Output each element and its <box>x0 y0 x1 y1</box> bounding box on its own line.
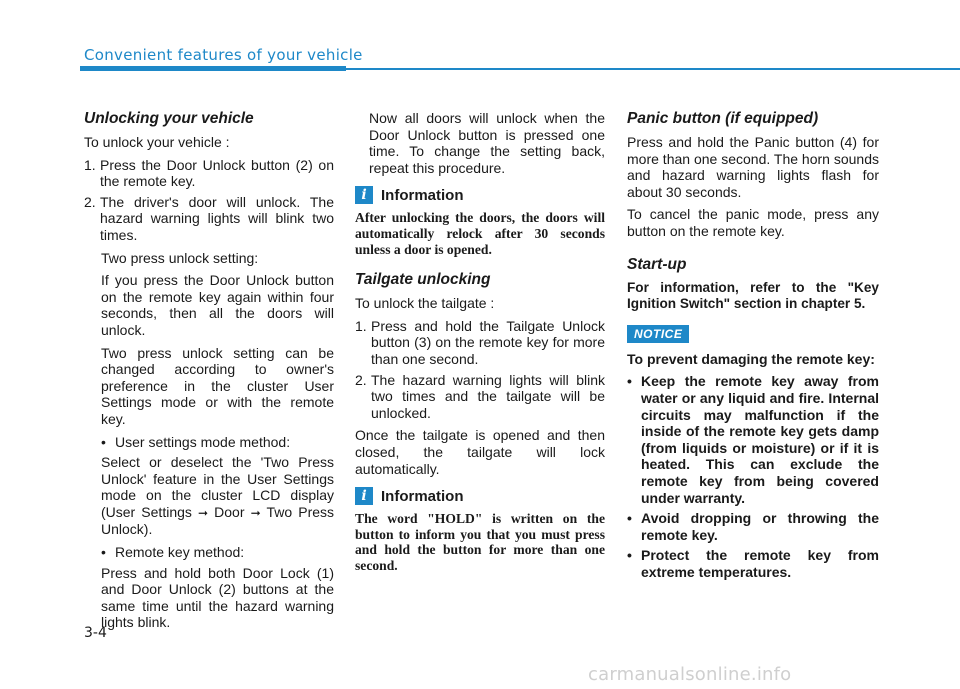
startup-text: For information, refer to the "Key Ignition Switch" section in chapter 5. <box>627 279 879 312</box>
arrow-right-icon: ➞ <box>197 505 209 520</box>
notice-intro: To prevent damaging the remote key: <box>627 350 875 367</box>
info-body: After unlocking the doors, the doors will automatically relock after 30 seconds unless a door is opened. <box>355 210 605 257</box>
setting-change-text: Two press unlock setting can be changed according to owner's preference in the cluster User Settings mode or with the remote key. <box>101 344 334 427</box>
bullet-dot: • <box>101 433 106 450</box>
panic-text: Press and hold the Panic button (4) for more than one second. The horn sounds and hazard warning lights flash for about 30 seconds. <box>627 134 879 200</box>
list-item <box>84 434 334 451</box>
unlocking-intro: To unlock your vehicle : <box>84 134 230 150</box>
step-text: Press the Door Unlock button (2) on the remote key. <box>100 156 334 190</box>
continued-text: Now all doors will unlock when the Door Unlock button is pressed one time. To change the setting back, repeat this procedure. <box>369 110 605 176</box>
tailgate-steps <box>355 318 605 422</box>
list-item <box>84 157 334 190</box>
step-number: 2. <box>355 371 367 388</box>
column-2 <box>355 110 605 587</box>
info-title: Information <box>381 487 464 505</box>
tailgate-intro: To unlock the tailgate : <box>355 295 495 312</box>
list-item <box>84 194 334 244</box>
panic-cancel: To cancel the panic mode, press any button on the remote key. <box>627 206 879 239</box>
step-number: 1. <box>355 317 367 334</box>
notice-bullet: Keep the remote key away from water or any liquid and fire. Internal circuits may malfunction if the inside of the remote key gets damp (from liquids or moisture) or if it is heated. This can exclude the remote key from being covered under warranty. <box>641 373 879 506</box>
info-box-1 <box>355 186 605 204</box>
notice-bullet: Protect the remote key from extreme temperatures. <box>641 547 879 580</box>
bullet-dot: • <box>627 547 632 564</box>
section-header-title: Convenient features of your vehicle <box>84 46 363 64</box>
header-rule-thick <box>80 66 346 71</box>
two-press-title: Two press unlock setting: <box>101 249 259 266</box>
list-item <box>627 547 879 580</box>
user-mode-text-a: Select or deselect the 'Two Press Unlock' feature in the User Settings mode on the cluster LCD display (User Settings <box>101 454 334 520</box>
step-text: The driver's door will unlock. The hazard warning lights will blink two times. <box>100 193 334 243</box>
notice-bullet: Avoid dropping or throwing the remote key. <box>641 510 879 543</box>
column-1 <box>84 110 334 637</box>
info-body: The word "HOLD" is written on the button to inform you that you must press and hold the button for more than one second. <box>355 511 605 573</box>
header-rule-thin <box>346 68 960 70</box>
notice-badge: NOTICE <box>627 325 689 343</box>
tailgate-after: Once the tailgate is opened and then closed, the tailgate will lock automatically. <box>355 427 605 477</box>
page-number: 3-4 <box>84 625 107 641</box>
unlocking-steps <box>84 157 334 244</box>
watermark-text: carmanualsonline.info <box>588 664 792 685</box>
arrow-right-icon: ➞ <box>250 505 261 520</box>
list-item <box>627 510 879 543</box>
info-box-2 <box>355 487 605 505</box>
remote-text: Press and hold both Door Lock (1) and Door Unlock (2) buttons at the same time until the hazard warning lights blink. <box>101 564 334 631</box>
list-item <box>355 372 605 422</box>
remote-bullet: Remote key method: <box>115 544 245 561</box>
list-item <box>84 544 334 561</box>
startup-heading: Start-up <box>627 255 687 273</box>
bullet-dot: • <box>627 510 632 527</box>
unlocking-heading: Unlocking your vehicle <box>84 110 254 127</box>
user-mode-text-c: Two Press Unlock). <box>101 503 335 538</box>
info-title: Information <box>381 186 464 204</box>
step-text: Press and hold the Tailgate Unlock button (3) on the remote key for more than one second. <box>371 317 605 367</box>
info-icon: i <box>355 186 373 204</box>
two-press-text: If you press the Door Unlock button on the remote key again within four seconds, then all the doors will unlock. <box>101 272 334 338</box>
bullet-dot: • <box>101 544 106 561</box>
step-text: The hazard warning lights will blink two times and the tailgate will be unlocked. <box>371 371 605 421</box>
panic-heading: Panic button (if equipped) <box>627 110 819 127</box>
user-mode-text <box>84 454 334 538</box>
user-mode-text-b: Door <box>214 503 245 520</box>
list-item <box>627 373 879 506</box>
info-icon: i <box>355 487 373 505</box>
list-item <box>355 318 605 368</box>
step-number: 2. <box>84 193 96 210</box>
column-3 <box>627 110 879 584</box>
tailgate-heading: Tailgate unlocking <box>355 271 491 289</box>
bullet-dot: • <box>627 373 632 390</box>
step-number: 1. <box>84 156 96 173</box>
user-mode-bullet: User settings mode method: <box>115 433 291 450</box>
